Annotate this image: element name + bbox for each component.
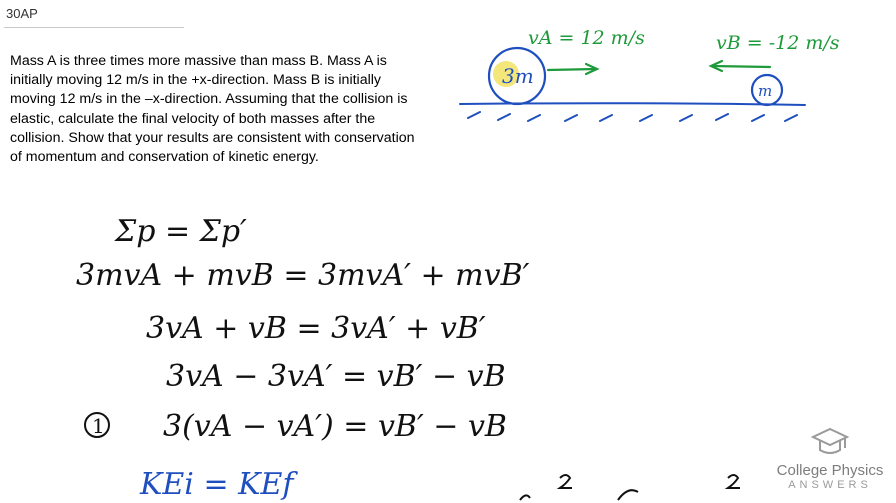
velocity-arrow-a (548, 64, 597, 74)
velocity-arrow-b (711, 61, 770, 71)
equation-momentum-cancel-m: 3vA + vB = 3vA′ + vB′ (146, 311, 486, 346)
partial-handwriting-cutoff (520, 475, 740, 500)
graduation-cap-icon (810, 426, 850, 460)
va-label: vA = 12 m/s (528, 27, 645, 49)
equation-momentum-rearranged: 3vA − 3vA′ = vB′ − vB (166, 359, 506, 394)
logo-name: College Physics (776, 462, 884, 479)
logo-tagline: ANSWERS (788, 479, 872, 491)
college-physics-logo (774, 426, 886, 491)
mass-a-label: 3m (502, 64, 534, 88)
equation-tag-1 (85, 413, 109, 438)
ground-surface (460, 103, 805, 121)
equation-kinetic-energy: KEi = KEf (140, 467, 294, 502)
equation-momentum-sum: Σp = Σp′ (115, 214, 247, 249)
equation-momentum-expanded: 3mvA + mvB = 3mvA′ + mvB′ (76, 258, 530, 293)
svg-text:1: 1 (92, 414, 105, 438)
equation-momentum-factored: 3(vA − vA′) = vB′ − vB (163, 409, 507, 444)
problem-id: 30AP (6, 6, 38, 21)
mass-b-ball (752, 75, 782, 105)
vb-label: vB = -12 m/s (716, 32, 840, 54)
mass-a-ball (489, 48, 545, 104)
mass-b-label: m (758, 82, 773, 100)
problem-statement: Mass A is three times more massive than mass B. Mass A is initially moving 12 m/s in the +x-direction. Mass B is initially moving 12 m/s in the –x-direction. Assuming that the collision is elastic, calculate the final velocity of both masses after the collision. Show that your results are consistent with conservation of momentum and conservation of kinetic energy. (10, 53, 415, 166)
